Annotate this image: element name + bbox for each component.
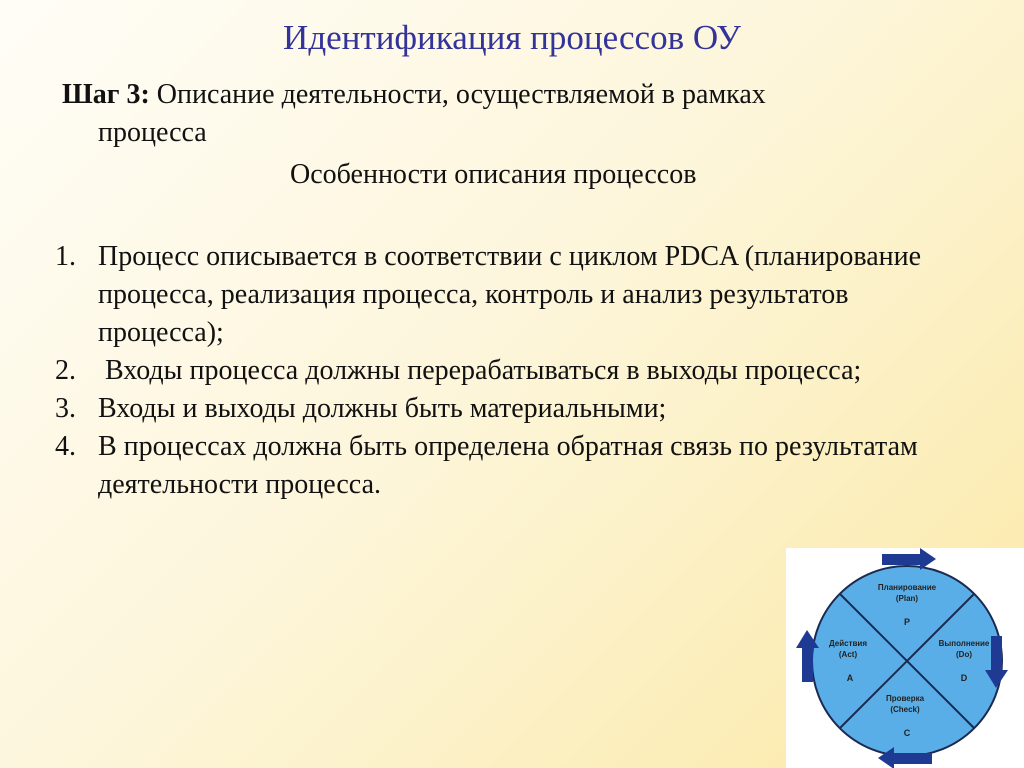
check-en-label: (Check) (890, 705, 920, 714)
list-item (55, 352, 975, 390)
slide-title: Идентификация процессов ОУ (283, 18, 741, 57)
pdca-diagram (786, 548, 1024, 768)
step-heading (62, 76, 962, 152)
plan-letter: P (903, 617, 911, 627)
list-item-text: Входы процесса должны перерабатываться в выходы процесса; (98, 355, 862, 386)
check-label: Проверка (885, 694, 925, 703)
list-item (55, 428, 975, 504)
act-letter: A (846, 673, 854, 683)
list-item-text: Входы и выходы должны быть материальными; (98, 393, 667, 424)
list-item-text: В процессах должна быть определена обратная связь по результатам деятельности процесса. (98, 431, 918, 500)
list-item (55, 238, 975, 352)
do-label: Выполнение (938, 639, 990, 648)
check-letter: C (903, 728, 911, 738)
plan-en-label: (Plan) (895, 594, 919, 603)
list-item-number: 1. (55, 241, 76, 272)
pdca-cycle-graphic (786, 548, 1024, 768)
list-item-number: 2. (55, 355, 76, 386)
act-en-label: (Act) (838, 650, 858, 659)
section-subtitle: Особенности описания процессов (290, 159, 697, 190)
step-text-line2: процесса (98, 117, 207, 148)
list-item-text: Процесс описывается в соответствии с циклом PDCA (планирование процесса, реализация процесса, контроль и анализ результатов процесса); (98, 241, 922, 348)
list-item-number: 3. (55, 393, 76, 424)
do-letter: D (960, 673, 968, 683)
do-en-label: (Do) (956, 650, 972, 659)
act-label: Действия (828, 639, 868, 648)
list-item (55, 390, 975, 428)
numbered-list (55, 238, 975, 504)
step-label: Шаг 3: (62, 79, 150, 110)
step-text-line1: Описание деятельности, осуществляемой в рамках (149, 79, 766, 110)
list-item-number: 4. (55, 431, 76, 462)
plan-label: Планирование (877, 583, 937, 592)
